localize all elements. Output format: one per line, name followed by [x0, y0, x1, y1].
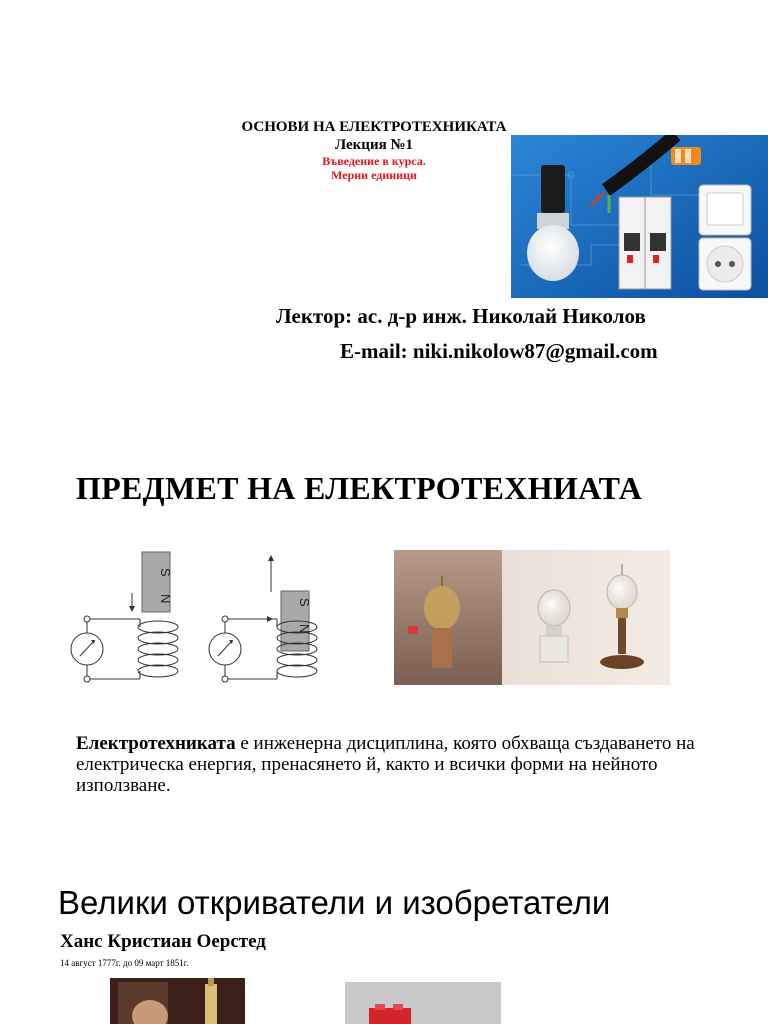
magnet-right-n-label: N — [297, 624, 312, 634]
lecturer-name: Лектор: ас. д-р инж. Николай Николов — [276, 304, 646, 328]
electrical-components-photo — [511, 135, 768, 298]
definition-text: е инженерна дисциплина, която обхваща създаването на електрическа енергия, пренасянето й, както и всички форми на нейното използване. — [76, 733, 695, 796]
magnet-left-s-label: S — [158, 568, 173, 577]
course-title: ОСНОВИ НА ЕЛЕКТРОТЕХНИКАТА — [241, 119, 507, 135]
historic-bulbs-photo — [394, 550, 670, 685]
magnet-left-n-label: N — [158, 594, 173, 604]
portrait-photo — [110, 978, 245, 1024]
definition-paragraph — [76, 733, 696, 796]
subtitle-line-1: Въведение в курса. — [322, 154, 426, 168]
discoverers-heading: Велики откриватели и изобретатели — [58, 884, 611, 921]
definition-term: Електротехниката — [76, 733, 236, 754]
magnet-right-s-label: S — [297, 598, 312, 607]
device-photo — [345, 982, 501, 1024]
section-heading: ПРЕДМЕТ НА ЕЛЕКТРОТЕХНИАТА — [76, 470, 643, 506]
subtitle-line-2: Мерни единици — [331, 168, 417, 182]
person-name: Ханс Кристиан Оерстед — [60, 931, 266, 952]
induction-diagram — [62, 548, 328, 690]
title-block — [200, 118, 548, 182]
person-dates: 14 август 1777г. до 09 март 1851г. — [60, 958, 189, 968]
lecture-number: Лекция №1 — [334, 137, 414, 153]
lecturer-email: E-mail: niki.nikolow87@gmail.com — [340, 339, 658, 363]
